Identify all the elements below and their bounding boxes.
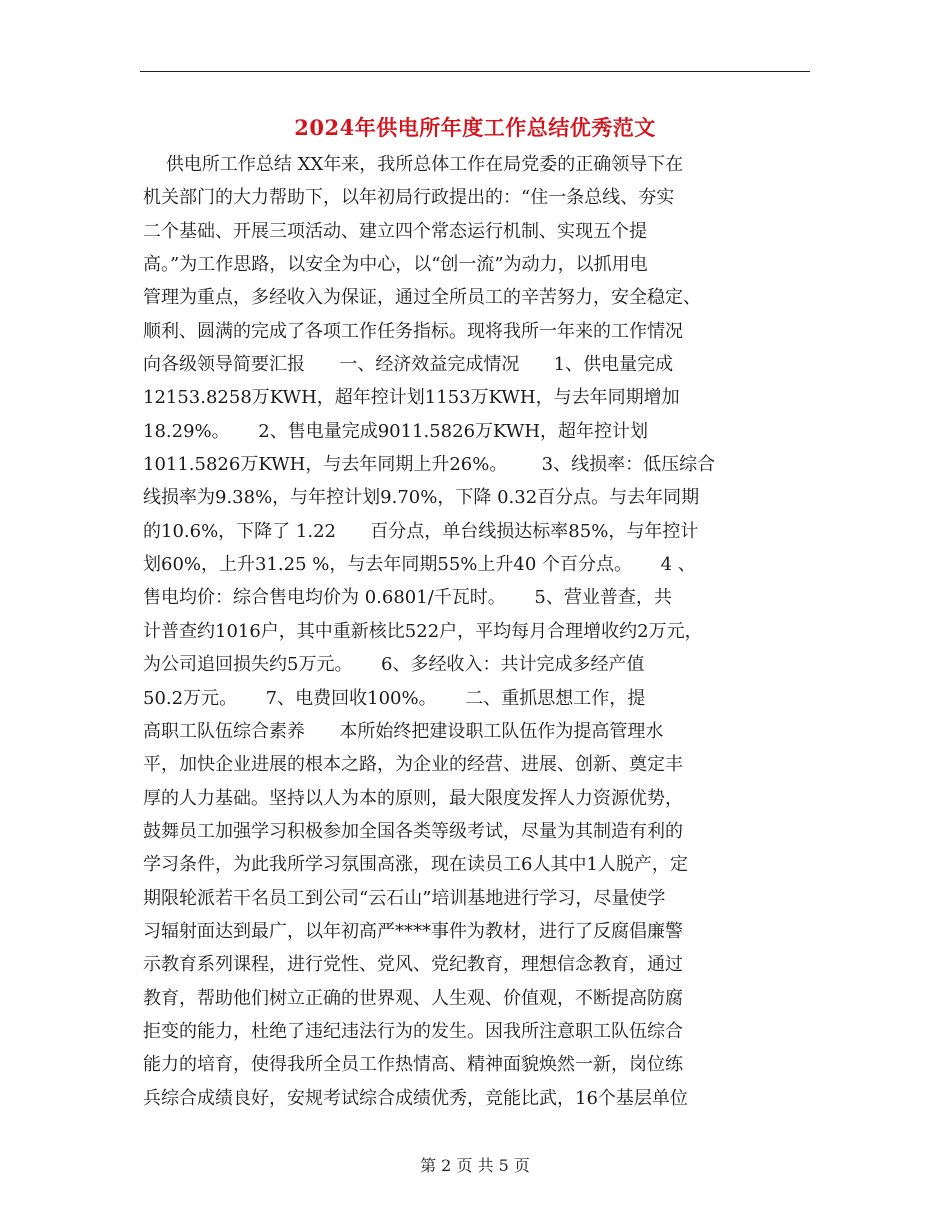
body-line: 1011.5826万KWH，与去年同期上升26%。 3、线损率：低压综合: [143, 454, 716, 476]
body-line: 平，加快企业进展的根本之路，为企业的经营、进展、创新、奠定丰: [143, 754, 683, 776]
body-line: 教育，帮助他们树立正确的世界观、人生观、价值观，不断提高防腐: [143, 987, 683, 1009]
body-line: 的10.6%，下降了 1.22 百分点，单台线损达标率85%，与年控计: [143, 520, 699, 542]
body-line: 二个基础、开展三项活动、建立四个常态运行机制、实现五个提: [143, 220, 647, 242]
body-line: 能力的培育，使得我所全员工作热情高、精神面貌焕然一新，岗位练: [143, 1054, 683, 1076]
body-line: 厚的人力基础。坚持以人为本的原则，最大限度发挥人力资源优势，: [143, 787, 683, 809]
body-line: 线损率为9.38%，与年控计划9.70%，下降 0.32百分点。与去年同期: [143, 487, 700, 509]
body-line: 划60%，上升31.25 %，与去年同期55%上升40 个百分点。 4 、: [143, 554, 696, 576]
body-line: 计普查约1016户，其中重新核比522户，平均每月合理增收约2万元，: [143, 620, 703, 642]
body-line: 高。”为工作思路，以安全为中心，以“创一流”为动力，以抓用电: [143, 254, 648, 276]
body-line: 期限轮派若干名员工到公司“云石山”培训基地进行学习，尽量使学: [143, 887, 666, 909]
body-line: 兵综合成绩良好，安规考试综合成绩优秀，竞能比武，16个基层单位: [143, 1087, 688, 1109]
body-line: 机关部门的大力帮助下，以年初局行政提出的：“住一条总线、夯实: [143, 187, 675, 209]
body-line: 向各级领导简要汇报 一、经济效益完成情况 1、供电量完成: [143, 354, 674, 376]
page-number: 第 2 页 共 5 页: [420, 1156, 530, 1175]
body-line: 顺利、圆满的完成了各项工作任务指标。现将我所一年来的工作情况: [143, 320, 683, 342]
body-line: 供电所工作总结 XX年来，我所总体工作在局党委的正确领导下在: [143, 154, 684, 175]
body-line: 管理为重点，多经收入为保证，通过全所员工的辛苦努力，安全稳定、: [143, 287, 701, 309]
body-line: 12153.8258万KWH，超年控计划1153万KWH，与去年同期增加: [143, 387, 680, 409]
body-line: 拒变的能力，杜绝了违纪违法行为的发生。因我所注意职工队伍综合: [143, 1020, 683, 1042]
body-line: 为公司追回损失约5万元。 6、多经收入：共计完成多经产值: [143, 654, 645, 676]
body-line: 18.29%。 2、售电量完成9011.5826万KWH，超年控计划: [143, 420, 649, 442]
body-line: 习辐射面达到最广，以年初高严****事件为教材，进行了反腐倡廉警: [143, 920, 683, 942]
body-line: 售电均价：综合售电均价为 0.6801/千瓦时。 5、营业普查，共: [143, 587, 672, 609]
body-line: 高职工队伍综合素养 本所始终把建设职工队伍作为提高管理水: [143, 720, 664, 742]
document-title: 2024年供电所年度工作总结优秀范文: [294, 115, 656, 140]
document-body: [143, 148, 807, 1115]
body-line: 学习条件，为此我所学习氛围高涨，现在读员工6人其中1人脱产，定: [143, 854, 688, 876]
body-line: 鼓舞员工加强学习积极参加全国各类等级考试，尽量为其制造有利的: [143, 820, 683, 842]
body-line: 50.2万元。 7、电费回收100%。 二、重抓思想工作，提: [143, 687, 646, 709]
header-rule: [140, 71, 810, 72]
body-line: 示教育系列课程，进行党性、党风、党纪教育，理想信念教育，通过: [143, 954, 683, 976]
